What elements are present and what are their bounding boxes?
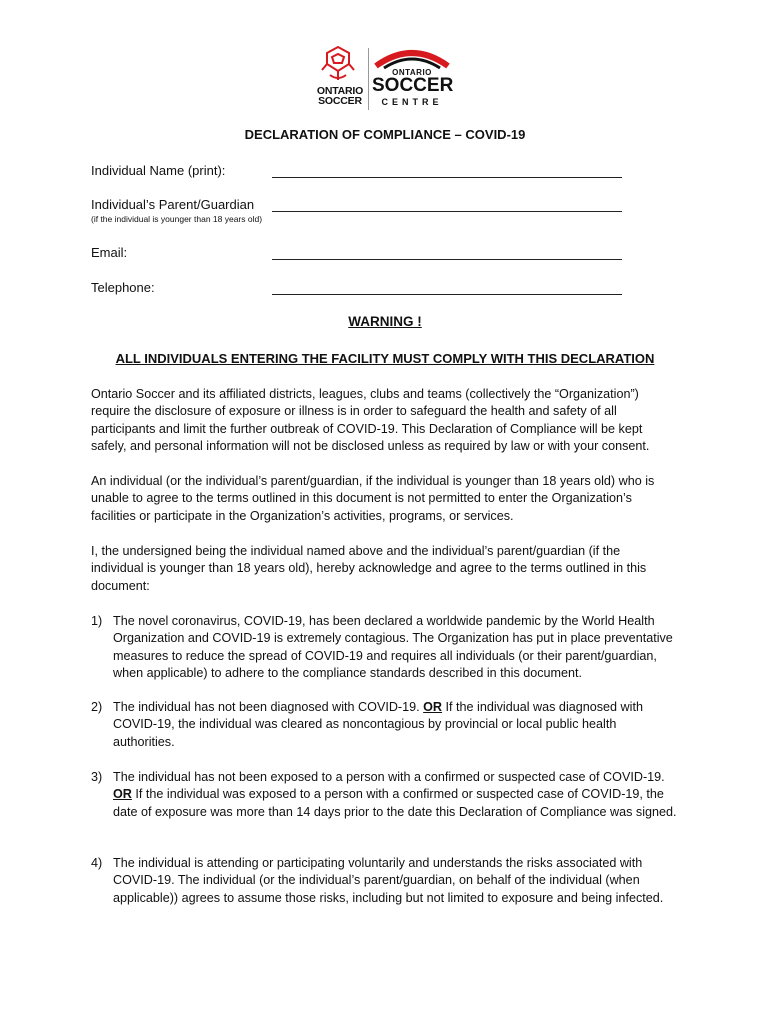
email-label: Email: [91, 245, 128, 260]
list-item-number: 4) [91, 856, 103, 870]
list-item-number: 2) [91, 700, 103, 714]
telephone-field[interactable] [272, 294, 622, 295]
compliance-subheading: ALL INDIVIDUALS ENTERING THE FACILITY MUST COMPLY WITH THIS DECLARATION [115, 351, 655, 366]
logo-divider [368, 48, 369, 110]
list-item-text [113, 699, 679, 751]
list-item-number: 3) [91, 770, 103, 784]
email-field[interactable] [272, 259, 622, 260]
ontario-soccer-logo-line2: SOCCER [318, 95, 362, 107]
paragraph-acknowledgement: I, the undersigned being the individual named above and the individual’s parent/guardian (if the individual is younger than 18 years old), hereby acknowledge and agree to the terms outlined in this document: [91, 544, 647, 593]
document-title: DECLARATION OF COMPLIANCE – COVID-19 [244, 127, 526, 142]
telephone-label: Telephone: [91, 280, 155, 295]
parent-guardian-field[interactable] [272, 211, 622, 212]
soccer-centre-logo-line2: SOCCER [372, 75, 454, 96]
list-item-text [113, 769, 679, 821]
paragraph-organization: Ontario Soccer and its affiliated districts, leagues, clubs and teams (collectively the “Organization”) require the disclosure of exposure or illness is in order to safeguard the health and safety of all participants and limit the further outbreak of COVID-19. This Declaration of Compliance will be kept safely, and personal information will not be disclosed unless as required by law or with your consent. [91, 387, 650, 454]
list-item-number: 1) [91, 614, 103, 628]
list-item-text-part: The individual has not been exposed to a person with a confirmed or suspected case of COVID-19. [113, 770, 665, 784]
list-item-text: The individual is attending or participating voluntarily and understands the risks associated with COVID-19. The individual (or the individual’s parent/guardian, on behalf of the individual (when applicable)) agrees to assume those risks, including but not limited to exposure and being infected. [113, 856, 664, 905]
individual-name-label: Individual Name (print): [91, 163, 226, 178]
warning-heading: WARNING ! [348, 314, 422, 329]
list-item-text-part: The individual has not been diagnosed with COVID-19. [113, 700, 424, 714]
soccer-centre-logo-line1: ONTARIO [392, 68, 432, 77]
list-item-text-part: If the individual was exposed to a person with a confirmed or suspected case of COVID-19, the date of exposure was more than 14 days prior to the date this Declaration of Compliance was signed. [113, 787, 677, 819]
list-item-text: The novel coronavirus, COVID-19, has been declared a worldwide pandemic by the World Health Organization and COVID-19 is extremely contagious. The Organization has put in place preventative measures to reduce the spread of COVID-19 and requires all individuals (or their parent/guardian, when applicable) to adhere to the compliance standards described in this document. [113, 614, 673, 681]
parent-guardian-label: Individual’s Parent/Guardian [91, 197, 255, 212]
or-emphasis: OR [113, 787, 132, 802]
soccer-centre-logo-line3: CENTRE [381, 97, 443, 107]
parent-guardian-note: (if the individual is younger than 18 years old) [91, 214, 263, 224]
paragraph-agreement: An individual (or the individual’s parent/guardian, if the individual is younger than 18 years old) who is unable to agree to the terms outlined in this document is not permitted to enter the Organization’s facilities or participate in the Organization’s activities, programs, or services. [91, 474, 655, 523]
or-emphasis: OR [423, 700, 443, 714]
ontario-soccer-centre-logo [372, 44, 456, 110]
soccer-ball-crest-icon [318, 44, 358, 84]
list-item-text-part: If the individual was diagnosed with COVID-19, the individual was cleared as noncontagious by provincial or local public health authorities. [113, 700, 643, 749]
individual-name-field[interactable] [272, 177, 622, 178]
ontario-soccer-logo-line1: ONTARIO [316, 85, 364, 97]
ontario-soccer-logo [312, 44, 368, 108]
